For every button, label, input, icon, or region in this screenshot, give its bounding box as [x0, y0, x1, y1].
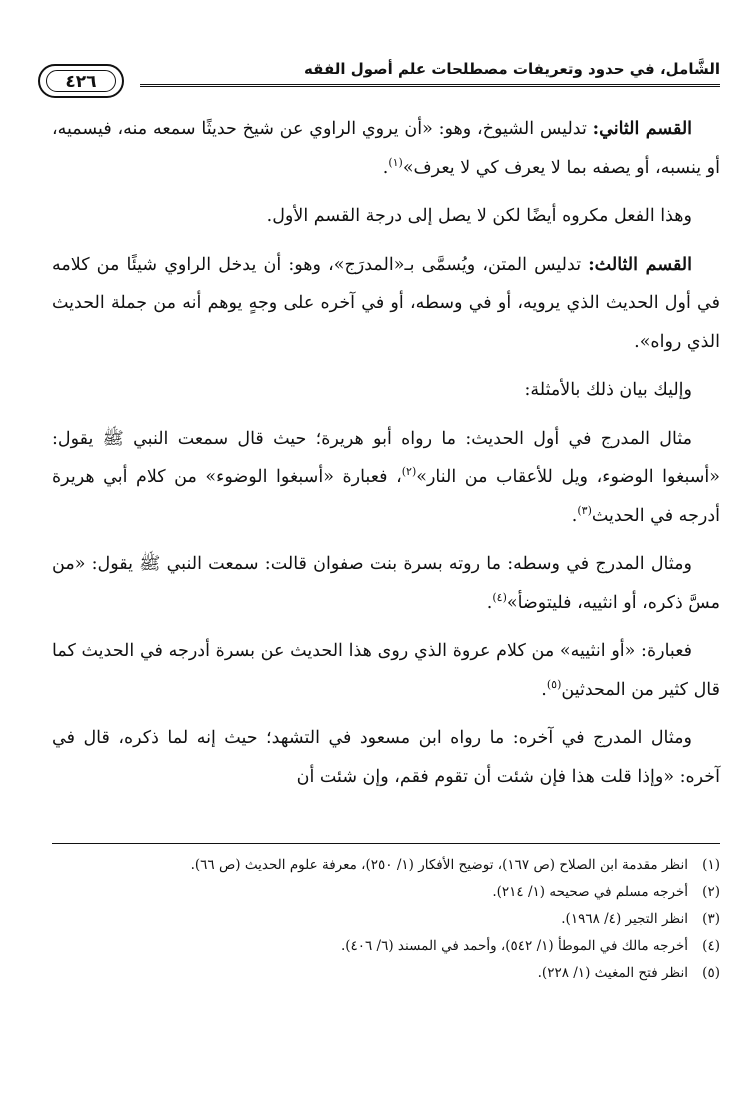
paragraph-text: مثال المدرج في أول الحديث: ما رواه أبو هريرة؛ حيث قال سمعت النبي ﷺ يقول: «أسبغوا الوضوء، ويل للأعقاب من النار»: [52, 428, 720, 487]
paragraph: [52, 420, 720, 536]
paragraph: [52, 246, 720, 362]
footnote-number: (٢): [702, 884, 720, 900]
footnotes: [52, 852, 720, 987]
footnote-text: انظر مقدمة ابن الصلاح (ص ١٦٧)، توضيح الأفكار (١/ ٢٥٠)، معرفة علوم الحديث (ص ٦٦).: [190, 857, 688, 873]
page-number: ٤٢٦: [65, 72, 97, 92]
footnote-separator: [52, 843, 720, 844]
paragraph-text: وهذا الفعل مكروه أيضًا لكن لا يصل إلى درجة القسم الأول.: [266, 206, 692, 226]
paragraph: [52, 371, 720, 410]
footnote-item: [52, 960, 720, 987]
footnote-ref[interactable]: (٥): [546, 677, 562, 691]
paragraph: [52, 632, 720, 709]
main-text: [52, 110, 720, 806]
paragraph-text: .: [541, 679, 547, 700]
footnote-ref[interactable]: (٢): [401, 465, 417, 479]
footnote-item: [52, 852, 720, 879]
paragraph-text: ومثال المدرج في وسطه: ما روته بسرة بنت صفوان قالت: سمعت النبي ﷺ يقول: «من مسَّ ذكره، أو انثييه، فليتوضأ»: [52, 554, 720, 613]
footnote-text: انظر التجير (٤/ ١٩٦٨).: [561, 911, 688, 927]
paragraph-text: .: [486, 592, 493, 613]
paragraph-text: تدليس المتن، ويُسمَّى بـ«المدرَج»، وهو: أن يدخل الراوي شيئًا من كلامه في أول الحديث الذي يرويه، أو في وسطه، أو في آخره على وجهٍ يوهم أنه من جملة الحديث الذي رواه».: [52, 254, 720, 352]
footnote-number: (١): [702, 857, 720, 873]
footnote-text: أخرجه مسلم في صحيحه (١/ ٢١٤).: [492, 884, 688, 900]
paragraph-text: ومثال المدرج في آخره: ما رواه ابن مسعود في التشهد؛ حيث إنه لما ذكره، قال في آخره: «وإذا قلت هذا فإن شئت أن تقوم فقم، وإن شئت أن: [52, 728, 720, 787]
section-heading: القسم الثالث:: [588, 254, 692, 275]
header-rule: [140, 84, 720, 87]
paragraph-text: .: [382, 157, 389, 178]
footnote-text: أخرجه مالك في الموطأ (١/ ٥٤٢)، وأحمد في المسند (٦/ ٤٠٦).: [340, 938, 688, 954]
paragraph: [52, 110, 720, 187]
footnote-number: (٣): [702, 911, 720, 927]
section-heading: القسم الثاني:: [592, 119, 693, 139]
paragraph-text: وإليك بيان ذلك بالأمثلة:: [524, 380, 692, 400]
paragraph: [52, 545, 720, 622]
footnote-text: انظر فتح المغيث (١/ ٢٢٨).: [537, 965, 688, 981]
paragraph-text: تدليس الشيوخ، وهو: «أن يروي الراوي عن شيخ حديثًا سمعه منه، فيسميه، أو ينسبه، أو يصفه بما لا يعرف كي لا يعرف»: [52, 119, 720, 178]
paragraph-text: فعبارة: «أو انثييه» من كلام عروة الذي روى هذا الحديث عن بسرة أدرجه في الحديث كما قال كثير من المحدثين: [52, 641, 720, 700]
footnote-number: (٤): [702, 938, 720, 954]
paragraph: [52, 719, 720, 796]
page-number-inner-frame: [46, 70, 116, 92]
paragraph-text: ، فعبارة «أسبغوا الوضوء» من كلام أبي هريرة أدرجه في الحديث: [52, 467, 720, 526]
footnote-item: [52, 933, 720, 960]
paragraph: [52, 197, 720, 236]
running-title: الشَّامل، في حدود وتعريفات مصطلحات علم أصول الفقه: [304, 60, 720, 78]
footnote-number: (٥): [702, 965, 720, 981]
page-number-frame: [38, 64, 124, 98]
footnote-item: [52, 906, 720, 933]
footnote-ref[interactable]: (٤): [492, 590, 507, 604]
footnote-item: [52, 879, 720, 906]
footnote-ref[interactable]: (٣): [577, 503, 592, 517]
paragraph-text: .: [571, 505, 578, 526]
footnote-ref[interactable]: (١): [388, 155, 403, 169]
page-header: [38, 52, 720, 94]
